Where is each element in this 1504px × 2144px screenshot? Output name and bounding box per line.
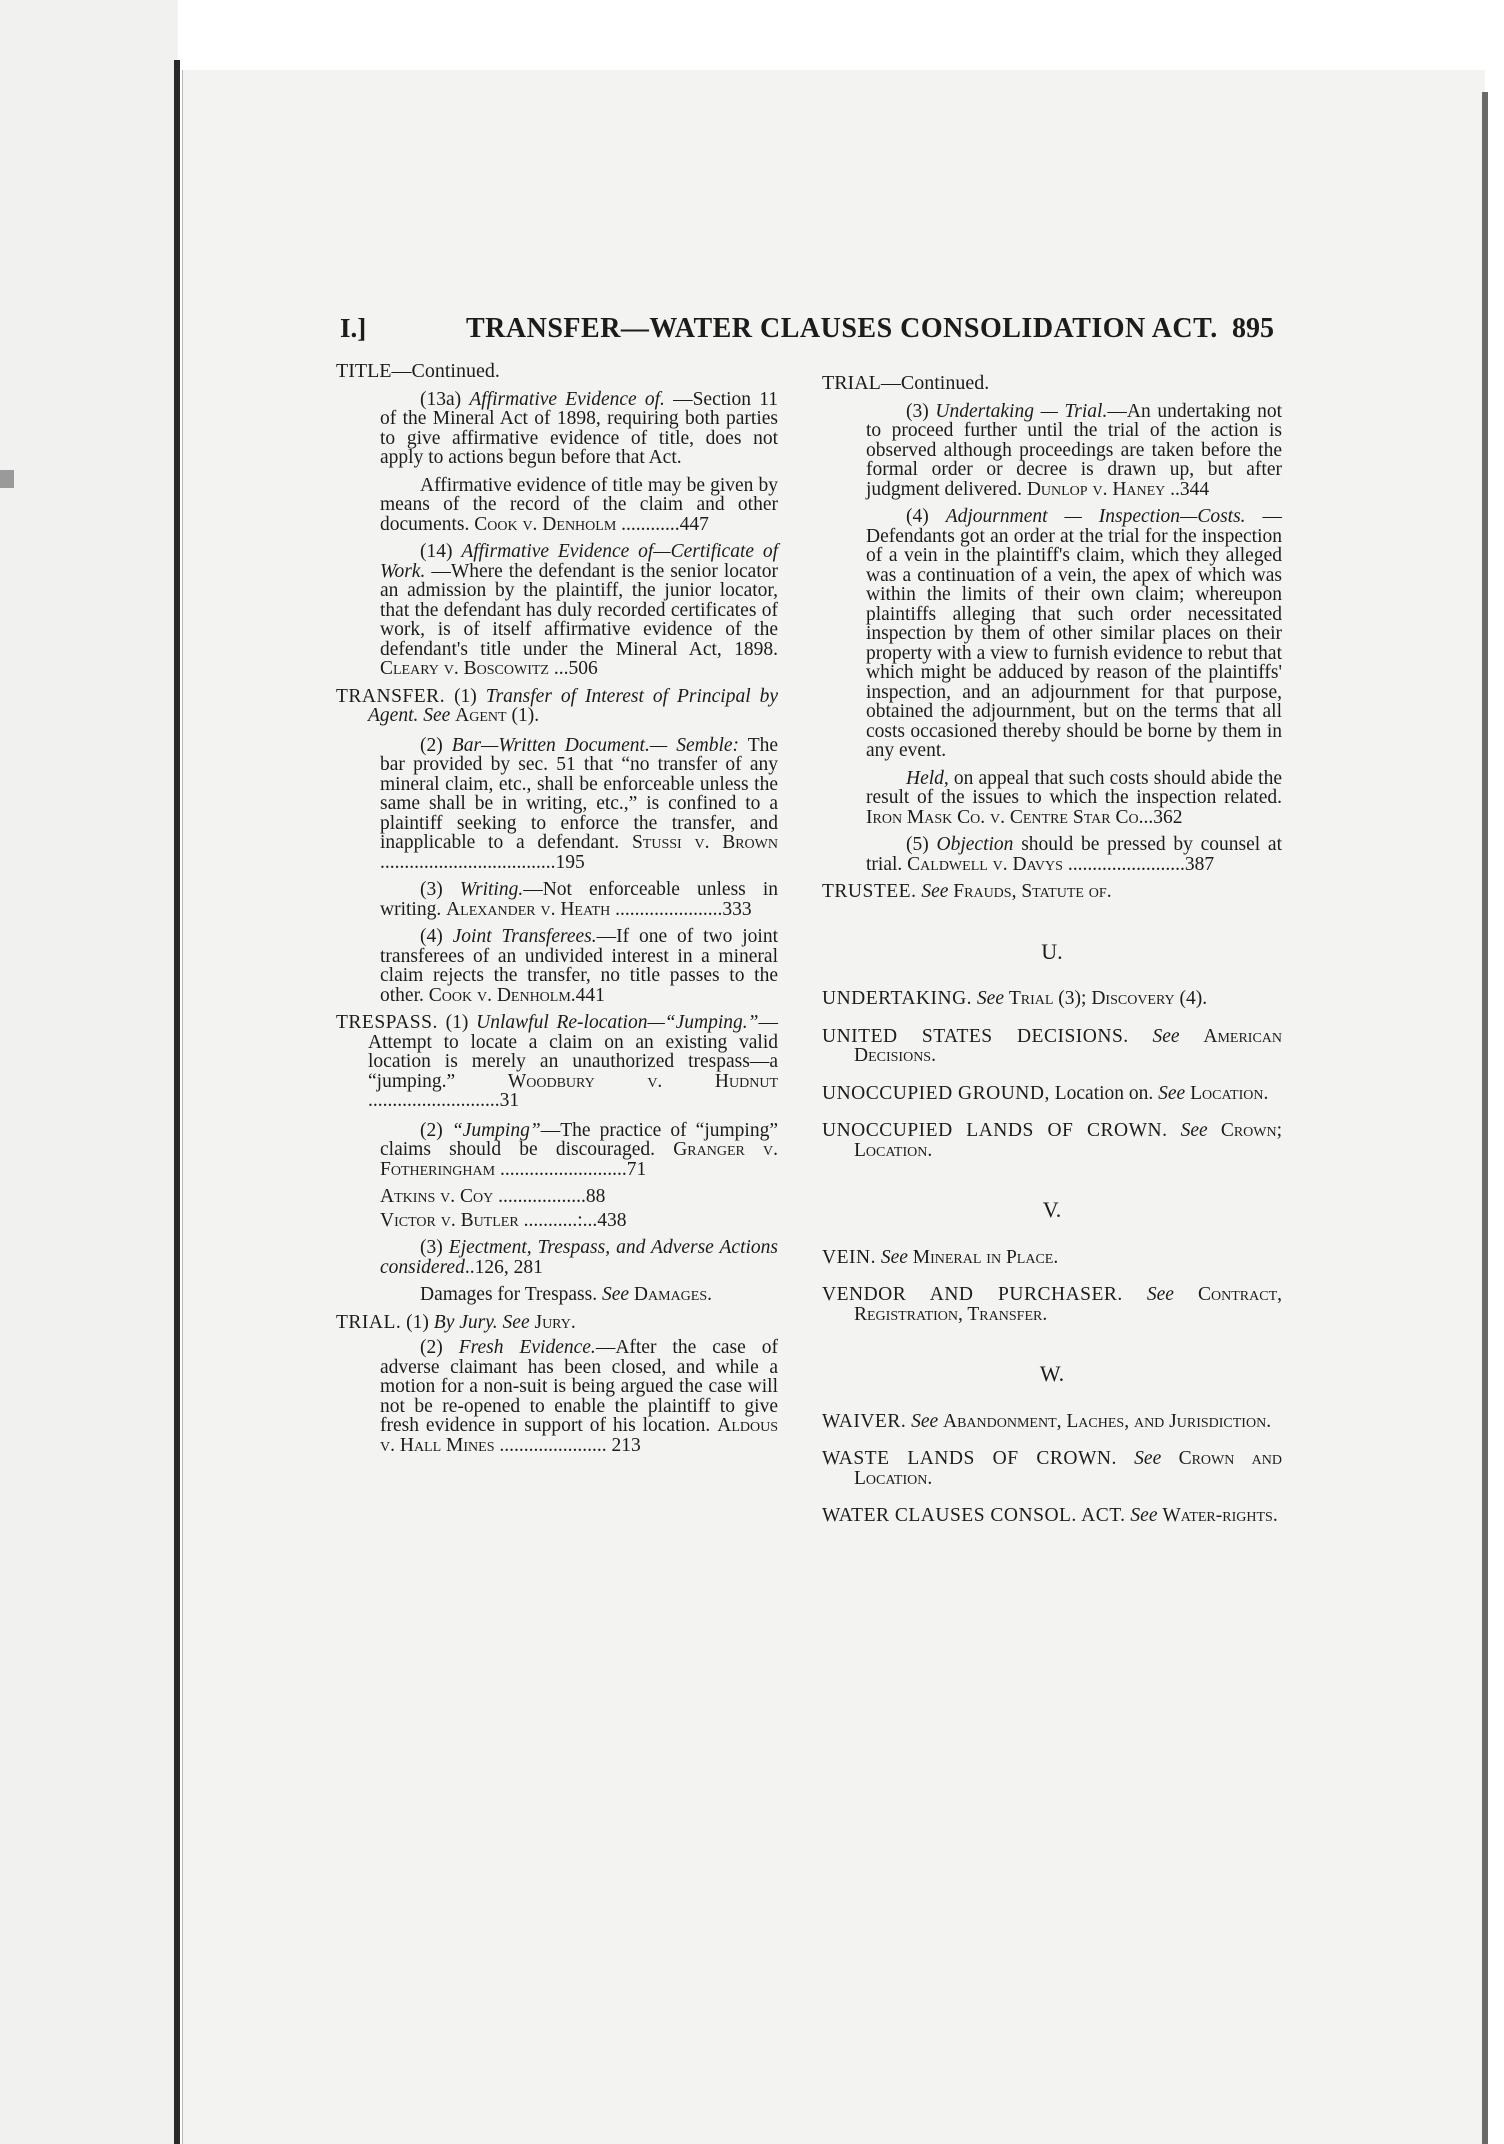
entry-trial: TRIAL. (1) By Jury. See Jury.	[336, 1311, 576, 1333]
entry-trial-2: (2) Fresh Evidence.—After the case of adverse claimant has been closed, and while a motion for a non-suit is being argued the case will not be re-opened to enable the plaintiff to give fresh evidence in support of his location. Aldous v. Hall Mines ...................... 213	[380, 1337, 779, 1456]
cross-reference: Crown; Location.	[854, 1120, 1283, 1161]
page-reference: ........................387	[1067, 853, 1215, 875]
case-citation: Cook v. Denholm	[428, 984, 571, 1006]
entry-caption: Undertaking — Trial.	[935, 400, 1108, 422]
page-reference: ...................... 213	[499, 1434, 641, 1456]
entry-caption: Affirmative Evidence of.	[469, 388, 665, 410]
entry-trial-4: (4) Adjournment — Inspection—Costs. — Defendants got an order at the trial for the inspection of a vein in the plaintiff's claim, which they alleged was a continuation of a vein, the apex of which was within the limits of their own claim; whereupon plaintiffs alleging that such order necessitated inspection by them of other similar places on their property with a view to furnish evidence to rebut that which might be adduced by reason of the plaintiffs' inspection, and an adjournment for that purpose, obtained the adjournment, but on the terms that all costs occasioned thereby should be borne by them in any event.	[866, 506, 1283, 761]
headword: TRIAL.	[336, 1311, 402, 1333]
citation-line	[336, 1187, 778, 1207]
entry-water-clauses: WATER CLAUSES CONSOL. ACT. See Water-rights.	[822, 1505, 1278, 1526]
entry-transfer: TRANSFER. (1) Transfer of Interest of Principal by Agent. See Agent (1).	[336, 685, 779, 726]
entry-caption: Bar—Written Document.—	[451, 734, 668, 756]
entry-caption: Unlawful Re-location—“Jumping.”	[476, 1012, 759, 1033]
page-reference: ..362	[1143, 806, 1183, 828]
case-citation: Stussi v. Brown	[631, 832, 778, 853]
page-tab-mark	[0, 470, 14, 488]
entry-united-states-decisions: UNITED STATES DECISIONS. See American Decisions.	[822, 1025, 1283, 1066]
cross-reference: Contract, Registration, Transfer.	[854, 1284, 1283, 1325]
entry-transfer-4: (4) Joint Transferees.—If one of two joint transferees of an undivided interest in a mineral claim rejects the transfer, no title passes to the other. Cook v. Denholm.441	[380, 926, 778, 1006]
headword: TRESPASS.	[336, 1012, 438, 1033]
entry-caption: Ejectment, Trespass, and Adverse Actions considered	[380, 1237, 779, 1278]
section-letter-w: W.	[1039, 1361, 1065, 1386]
case-citation: Iron Mask Co. v. Centre Star Co.	[866, 806, 1144, 828]
headword: TRANSFER.	[336, 685, 446, 707]
section-mark: I.]	[340, 313, 367, 343]
entry-unoccupied-lands: UNOCCUPIED LANDS OF CROWN. See Crown; Location.	[822, 1120, 1283, 1161]
page-number: 895	[1232, 313, 1274, 344]
cross-reference: Abandonment, Laches, and Jurisdiction.	[943, 1410, 1272, 1432]
case-citation: Cook v. Denholm	[474, 513, 617, 535]
entry-vendor-purchaser: VENDOR AND PURCHASER. See Contract, Registration, Transfer.	[822, 1284, 1283, 1325]
page-reference: ......................333	[615, 898, 752, 920]
cross-reference: Mineral in Place.	[912, 1246, 1059, 1268]
continued-heading-title: TITLE—Continued.	[336, 360, 500, 382]
cross-reference: Frauds, Statute of.	[953, 881, 1112, 902]
page-reference: ..................88	[498, 1186, 606, 1207]
entry-title-13a: (13a) Affirmative Evidence of. —Section 11 of the Mineral Act of 1898, requiring both parties to give affirmative evidence of title, does not apply to actions begun before that Act.	[380, 388, 778, 468]
page-reference: ..........................71	[499, 1158, 647, 1180]
page-reference: ..126, 281	[464, 1256, 543, 1278]
citation-line	[336, 1211, 778, 1231]
page-reference: ....................................195	[380, 851, 585, 873]
case-citation: Granger v. Fotheringham	[380, 1139, 779, 1180]
entry-caption: Writing.	[459, 879, 524, 900]
entry-caption: Affirmative Evidence of—Certificate of Work.	[380, 541, 778, 582]
page-edge-shadow	[1482, 92, 1488, 2144]
entry-trial-3: (3) Undertaking — Trial.—An undertaking not to proceed further until the trial of the action is observed although proceedings are taken before the formal order or decree is drawn up, but after judgment delivered. Dunlop v. Haney ..344	[866, 400, 1282, 500]
right-column	[822, 374, 1282, 1536]
entry-vein: VEIN. See Mineral in Place.	[822, 1246, 1059, 1268]
case-citation: Alexander v. Heath	[446, 898, 611, 920]
cross-reference: Trial (3); Discovery (4).	[1008, 988, 1208, 1009]
entry-transfer-2: (2) Bar—Written Document.— Semble: The bar provided by sec. 51 that “no transfer of any mineral claim, etc., shall be enforceable unless the same shall be in writing, etc.,” is confined to a plaintiff seeking to enforce the transfer, and inapplicable to a defendant. Stussi v. Brown ....................................195	[380, 734, 779, 873]
page-reference: ...506	[553, 658, 598, 679]
entry-caption: By Jury.	[433, 1311, 498, 1333]
page-title: TRANSFER—WATER CLAUSES CONSOLIDATION ACT.	[466, 313, 1218, 344]
entry-caption: Fresh Evidence.	[458, 1337, 596, 1358]
cross-reference: Water-rights.	[1162, 1505, 1278, 1526]
entry-trespass-3: (3) Ejectment, Trespass, and Adverse Actions considered..126, 281	[380, 1237, 779, 1278]
headword: WAIVER.	[822, 1410, 907, 1432]
entry-trespass-damages: Damages for Trespass. See Damages.	[420, 1284, 712, 1305]
entry-unoccupied-ground: UNOCCUPIED GROUND, Location on. See Location.	[822, 1082, 1269, 1104]
entry-waiver: WAIVER. See Abandonment, Laches, and Jurisdiction.	[822, 1410, 1272, 1432]
headword: UNOCCUPIED GROUND,	[822, 1082, 1050, 1104]
page-reference: ............447	[621, 513, 709, 535]
entry-caption: Joint Transferees.	[452, 926, 597, 947]
entry-title-14: (14) Affirmative Evidence of—Certificate of Work. —Where the defendant is the senior locator an admission by the plaintiff, the junior locator, that the defendant has duly recorded certificates of work, is of itself affirmative evidence of the defendant's title under the Mineral Act, 1898. Cleary v. Boscowitz ...506	[380, 541, 778, 679]
case-citation: Cleary v. Boscowitz	[380, 658, 549, 679]
cross-reference: Crown and Location.	[854, 1448, 1282, 1489]
headword: UNOCCUPIED LANDS OF CROWN.	[822, 1120, 1168, 1141]
case-citation: Dunlop v. Haney	[1026, 478, 1166, 500]
entry-caption: Transfer of Interest of Principal by Agent.	[368, 685, 779, 726]
headword: UNDERTAKING.	[822, 988, 973, 1009]
entry-trial-5: (5) Objection should be pressed by counsel at trial. Caldwell v. Davys ........................387	[866, 834, 1283, 875]
headword: VENDOR AND PURCHASER.	[822, 1284, 1123, 1305]
entry-caption: Objection	[936, 834, 1014, 855]
running-header	[0, 313, 1504, 353]
entry-trial-4-held: Held, on appeal that such costs should abide the result of the issues to which the inspection related. Iron Mask Co. v. Centre Star Co...362	[866, 767, 1282, 828]
page-reference: ..344	[1170, 478, 1210, 500]
cross-reference: American Decisions.	[854, 1025, 1283, 1066]
headword: VEIN.	[822, 1246, 876, 1268]
continued-heading-trial: TRIAL—Continued.	[822, 372, 990, 394]
headword: WASTE LANDS OF CROWN.	[822, 1448, 1117, 1469]
page-reference: ...........................31	[368, 1090, 520, 1111]
case-citation: Woodbury v. Hudnut	[507, 1070, 778, 1092]
cross-reference: Jury.	[534, 1311, 576, 1333]
entry-caption: Adjournment — Inspection—Costs.	[945, 506, 1246, 527]
case-citation: Victor v. Butler	[380, 1209, 519, 1231]
case-citation: Aldous v. Hall Mines	[380, 1415, 779, 1456]
cross-reference: Location.	[1190, 1082, 1269, 1104]
page-reference: .441	[570, 984, 605, 1006]
entry-trespass-2: (2) “Jumping”—The practice of “jumping” claims should be discouraged. Granger v. Fotheringham ..........................71	[380, 1119, 779, 1180]
left-column	[336, 362, 778, 1463]
headword: UNITED STATES DECISIONS.	[822, 1025, 1129, 1047]
cross-reference: Agent	[455, 705, 507, 726]
section-letter-v: V.	[1042, 1197, 1062, 1222]
case-citation: Caldwell v. Davys	[907, 853, 1063, 875]
headword: WATER CLAUSES CONSOL. ACT.	[822, 1505, 1126, 1526]
section-letter-u: U.	[1041, 938, 1063, 964]
entry-undertaking: UNDERTAKING. See Trial (3); Discovery (4).	[822, 988, 1208, 1009]
entry-waste-lands: WASTE LANDS OF CROWN. See Crown and Location.	[822, 1448, 1282, 1489]
entry-title-13a-para: Affirmative evidence of title may be given by means of the record of the claim and other documents. Cook v. Denholm ............447	[380, 474, 778, 535]
entry-trustee: TRUSTEE. See Frauds, Statute of.	[822, 881, 1112, 902]
entry-caption: “Jumping”	[451, 1119, 541, 1141]
page-reference: ...........:...438	[523, 1209, 627, 1231]
entry-transfer-3: (3) Writing.—Not enforceable unless in writing. Alexander v. Heath ......................333	[380, 879, 778, 920]
book-spine-shadow	[174, 60, 180, 2144]
entry-trespass: TRESPASS. (1) Unlawful Re-location—“Jumping.”—Attempt to locate a claim on an existing valid location is merely an unauthorized trespass—a “jumping.” Woodbury v. Hudnut ...........................31	[336, 1012, 779, 1111]
cross-reference: Damages.	[633, 1284, 712, 1305]
headword: TRUSTEE.	[822, 881, 917, 902]
case-citation: Atkins v. Coy	[380, 1186, 494, 1207]
